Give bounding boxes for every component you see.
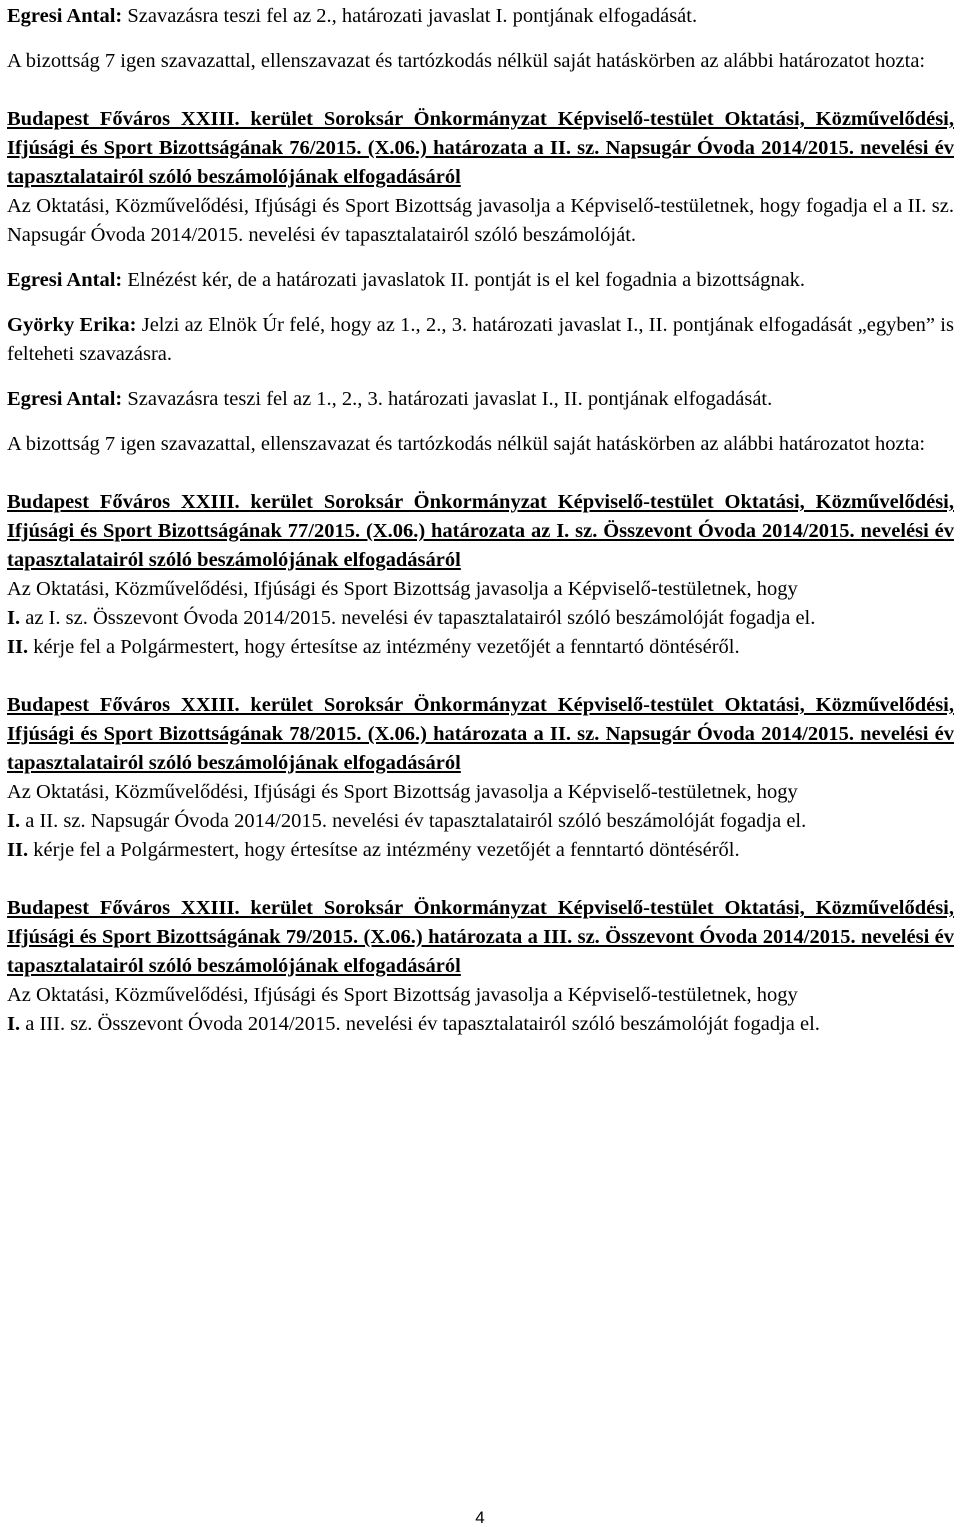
speaker-paragraph [7, 311, 954, 369]
speaker-name: Egresi Antal: [7, 5, 123, 27]
speaker-paragraph [7, 266, 954, 295]
point-label: II. [7, 839, 29, 861]
point-label: I. [7, 810, 21, 832]
point-label: I. [7, 607, 21, 629]
point-label: II. [7, 636, 29, 658]
resolution-title: Budapest Főváros XXIII. kerület Soroksár Önkormányzat Képviselő-testület Oktatási, Közművelődési, Ifjúsági és Sport Bizottságának 79/2015. (X.06.) határozata a III. sz. Összevont Óvoda 2014/2015. nevelési év tapasztalatairól szóló beszámolójának elfogadásáról [7, 897, 954, 977]
point-text: kérje fel a Polgármestert, hogy értesítse az intézmény vezetőjét a fenntartó döntéséről. [28, 839, 740, 861]
resolution-title: Budapest Főváros XXIII. kerület Soroksár Önkormányzat Képviselő-testület Oktatási, Közművelődési, Ifjúsági és Sport Bizottságának 76/2015. (X.06.) határozata a II. sz. Napsugár Óvoda 2014/2015. nevelési év tapasztalatairól szóló beszámolójának elfogadásáról [7, 108, 954, 188]
resolution-point [7, 604, 954, 633]
speaker-paragraph [7, 2, 954, 31]
speaker-name: Egresi Antal: [7, 269, 123, 291]
point-label: I. [7, 1013, 21, 1035]
speaker-text: Szavazásra teszi fel az 2., határozati javaslat I. pontjának elfogadását. [122, 5, 698, 27]
vote-result: A bizottság 7 igen szavazattal, ellenszavazat és tartózkodás nélkül saját hatáskörben az alábbi határozatot hozta: [7, 50, 926, 72]
document-page [7, 2, 954, 1039]
point-text: az I. sz. Összevont Óvoda 2014/2015. nevelési év tapasztalatairól szóló beszámolóját fogadja el. [20, 607, 816, 629]
resolution-point [7, 807, 954, 836]
speaker-name: Egresi Antal: [7, 388, 123, 410]
resolution-intro: Az Oktatási, Közművelődési, Ifjúsági és Sport Bizottság javasolja a Képviselő-testületnek, hogy [7, 781, 798, 803]
resolution-point [7, 836, 954, 865]
resolution-point [7, 633, 954, 662]
speaker-text: Elnézést kér, de a határozati javaslatok II. pontját is el kel fogadnia a bizottságnak. [122, 269, 806, 291]
point-text: a II. sz. Napsugár Óvoda 2014/2015. nevelési év tapasztalatairól szóló beszámolóját fogadja el. [20, 810, 807, 832]
speaker-text: Jelzi az Elnök Úr felé, hogy az 1., 2., 3. határozati javaslat I., II. pontjának elfogadását „egyben” is felteheti szavazásra. [7, 314, 954, 365]
resolution-title: Budapest Főváros XXIII. kerület Soroksár Önkormányzat Képviselő-testület Oktatási, Közművelődési, Ifjúsági és Sport Bizottságának 78/2015. (X.06.) határozata a II. sz. Napsugár Óvoda 2014/2015. nevelési év tapasztalatairól szóló beszámolójának elfogadásáról [7, 694, 954, 774]
resolution-point [7, 1010, 954, 1039]
point-text: kérje fel a Polgármestert, hogy értesítse az intézmény vezetőjét a fenntartó döntéséről. [28, 636, 740, 658]
speaker-paragraph [7, 385, 954, 414]
speaker-text: Szavazásra teszi fel az 1., 2., 3. határozati javaslat I., II. pontjának elfogadását. [122, 388, 773, 410]
resolution-body: Az Oktatási, Közművelődési, Ifjúsági és Sport Bizottság javasolja a Képviselő-testületnek, hogy fogadja el a II. sz. Napsugár Óvoda 2014/2015. nevelési év tapasztalatairól szóló beszámolóját. [7, 195, 954, 246]
resolution-intro: Az Oktatási, Közművelődési, Ifjúsági és Sport Bizottság javasolja a Képviselő-testületnek, hogy [7, 578, 798, 600]
page-number: 4 [475, 1508, 485, 1527]
resolution-intro: Az Oktatási, Közművelődési, Ifjúsági és Sport Bizottság javasolja a Képviselő-testületnek, hogy [7, 984, 798, 1006]
resolution-title: Budapest Főváros XXIII. kerület Soroksár Önkormányzat Képviselő-testület Oktatási, Közművelődési, Ifjúsági és Sport Bizottságának 77/2015. (X.06.) határozata az I. sz. Összevont Óvoda 2014/2015. nevelési év tapasztalatairól szóló beszámolójának elfogadásáról [7, 491, 954, 571]
vote-result: A bizottság 7 igen szavazattal, ellenszavazat és tartózkodás nélkül saját hatáskörben az alábbi határozatot hozta: [7, 433, 926, 455]
point-text: a III. sz. Összevont Óvoda 2014/2015. nevelési év tapasztalatairól szóló beszámolóját fogadja el. [20, 1013, 820, 1035]
speaker-name: Györky Erika: [7, 314, 137, 336]
